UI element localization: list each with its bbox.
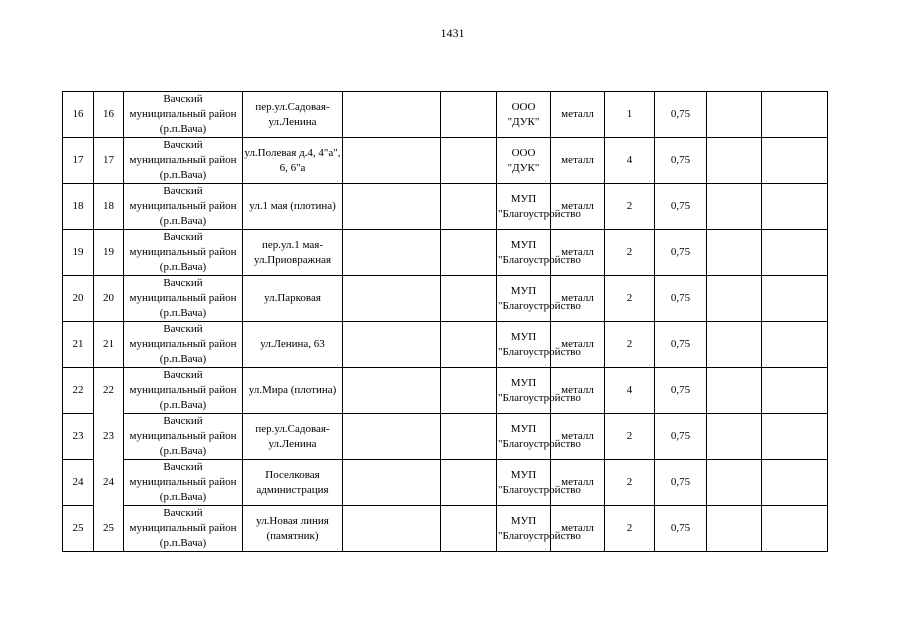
address-cell: пер.ул.Садовая-ул.Ленина xyxy=(243,92,343,138)
row-number-cell: 17 xyxy=(63,138,94,184)
district-cell: Вачский муниципальный район (р.п.Вача) xyxy=(124,276,243,322)
row-number-cell: 18 xyxy=(63,184,94,230)
row-number-cell: 25 xyxy=(63,506,94,552)
owner-cell: МУП "Благоустройство xyxy=(497,322,551,368)
empty-cell xyxy=(707,506,762,552)
empty-cell xyxy=(707,184,762,230)
row-number-secondary-cell: 18 xyxy=(94,184,124,230)
empty-cell xyxy=(707,460,762,506)
table-row xyxy=(63,506,828,552)
empty-cell xyxy=(343,276,441,322)
address-cell: пер.ул.Садовая-ул.Ленина xyxy=(243,414,343,460)
volume-cell: 0,75 xyxy=(655,368,707,414)
volume-cell: 0,75 xyxy=(655,506,707,552)
volume-cell: 0,75 xyxy=(655,460,707,506)
material-cell: металл xyxy=(551,138,605,184)
owner-cell: ООО "ДУК" xyxy=(497,92,551,138)
row-number-cell: 23 xyxy=(63,414,94,460)
count-cell: 2 xyxy=(605,506,655,552)
volume-cell: 0,75 xyxy=(655,92,707,138)
row-number-secondary-cell: 21 xyxy=(94,322,124,368)
district-cell: Вачский муниципальный район (р.п.Вача) xyxy=(124,92,243,138)
empty-cell xyxy=(441,414,497,460)
material-cell: металл xyxy=(551,92,605,138)
empty-cell xyxy=(343,138,441,184)
volume-cell: 0,75 xyxy=(655,276,707,322)
owner-cell: МУП "Благоустройство xyxy=(497,414,551,460)
material-cell: металл xyxy=(551,506,605,552)
row-number-secondary-cell: 22 xyxy=(94,368,124,414)
table-row xyxy=(63,138,828,184)
owner-cell: МУП "Благоустройство xyxy=(497,368,551,414)
count-cell: 2 xyxy=(605,276,655,322)
address-cell: ул.Парковая xyxy=(243,276,343,322)
empty-cell xyxy=(762,92,828,138)
empty-cell xyxy=(707,322,762,368)
address-cell: ул.1 мая (плотина) xyxy=(243,184,343,230)
row-number-secondary-cell: 23 xyxy=(94,414,124,460)
empty-cell xyxy=(707,414,762,460)
page-number: 1431 xyxy=(440,26,465,40)
owner-cell: МУП "Благоустройство xyxy=(497,230,551,276)
row-number-cell: 21 xyxy=(63,322,94,368)
row-number-cell: 22 xyxy=(63,368,94,414)
empty-cell xyxy=(707,138,762,184)
count-cell: 4 xyxy=(605,368,655,414)
table-row xyxy=(63,276,828,322)
table-row xyxy=(63,414,828,460)
owner-cell: ООО "ДУК" xyxy=(497,138,551,184)
empty-cell xyxy=(441,460,497,506)
empty-cell xyxy=(343,414,441,460)
empty-cell xyxy=(762,276,828,322)
empty-cell xyxy=(762,322,828,368)
empty-cell xyxy=(441,322,497,368)
empty-cell xyxy=(707,230,762,276)
empty-cell xyxy=(762,368,828,414)
empty-cell xyxy=(762,184,828,230)
material-cell: металл xyxy=(551,276,605,322)
material-cell: металл xyxy=(551,230,605,276)
material-cell: металл xyxy=(551,460,605,506)
district-cell: Вачский муниципальный район (р.п.Вача) xyxy=(124,184,243,230)
empty-cell xyxy=(343,184,441,230)
count-cell: 1 xyxy=(605,92,655,138)
empty-cell xyxy=(762,506,828,552)
table-row xyxy=(63,92,828,138)
table-row xyxy=(63,322,828,368)
district-cell: Вачский муниципальный район (р.п.Вача) xyxy=(124,506,243,552)
material-cell: металл xyxy=(551,368,605,414)
district-cell: Вачский муниципальный район (р.п.Вача) xyxy=(124,322,243,368)
table-row xyxy=(63,230,828,276)
row-number-secondary-cell: 25 xyxy=(94,506,124,552)
empty-cell xyxy=(343,506,441,552)
owner-cell: МУП "Благоустройство xyxy=(497,460,551,506)
empty-cell xyxy=(707,92,762,138)
address-cell: ул.Полевая д.4, 4"а", 6, 6"а xyxy=(243,138,343,184)
owner-cell: МУП "Благоустройство xyxy=(497,276,551,322)
address-cell: ул.Новая линия (памятник) xyxy=(243,506,343,552)
table-row xyxy=(63,460,828,506)
empty-cell xyxy=(343,368,441,414)
empty-cell xyxy=(441,184,497,230)
empty-cell xyxy=(707,276,762,322)
address-cell: Поселковая администрация xyxy=(243,460,343,506)
address-cell: ул.Ленина, 63 xyxy=(243,322,343,368)
volume-cell: 0,75 xyxy=(655,230,707,276)
empty-cell xyxy=(441,276,497,322)
volume-cell: 0,75 xyxy=(655,184,707,230)
address-cell: пер.ул.1 мая-ул.Приовражная xyxy=(243,230,343,276)
empty-cell xyxy=(762,414,828,460)
empty-cell xyxy=(343,322,441,368)
table-body xyxy=(63,92,828,552)
row-number-secondary-cell: 17 xyxy=(94,138,124,184)
district-cell: Вачский муниципальный район (р.п.Вача) xyxy=(124,368,243,414)
empty-cell xyxy=(441,138,497,184)
count-cell: 2 xyxy=(605,230,655,276)
container-sites-table xyxy=(62,91,828,552)
volume-cell: 0,75 xyxy=(655,414,707,460)
district-cell: Вачский муниципальный район (р.п.Вача) xyxy=(124,414,243,460)
owner-cell: МУП "Благоустройство xyxy=(497,506,551,552)
count-cell: 2 xyxy=(605,460,655,506)
row-number-cell: 16 xyxy=(63,92,94,138)
empty-cell xyxy=(343,92,441,138)
row-number-secondary-cell: 16 xyxy=(94,92,124,138)
district-cell: Вачский муниципальный район (р.п.Вача) xyxy=(124,230,243,276)
empty-cell xyxy=(441,230,497,276)
table-row xyxy=(63,184,828,230)
row-number-secondary-cell: 20 xyxy=(94,276,124,322)
row-number-cell: 24 xyxy=(63,460,94,506)
material-cell: металл xyxy=(551,322,605,368)
address-cell: ул.Мира (плотина) xyxy=(243,368,343,414)
row-number-secondary-cell: 24 xyxy=(94,460,124,506)
count-cell: 4 xyxy=(605,138,655,184)
count-cell: 2 xyxy=(605,184,655,230)
material-cell: металл xyxy=(551,184,605,230)
empty-cell xyxy=(441,506,497,552)
district-cell: Вачский муниципальный район (р.п.Вача) xyxy=(124,138,243,184)
district-cell: Вачский муниципальный район (р.п.Вача) xyxy=(124,460,243,506)
count-cell: 2 xyxy=(605,414,655,460)
row-number-cell: 20 xyxy=(63,276,94,322)
empty-cell xyxy=(441,368,497,414)
count-cell: 2 xyxy=(605,322,655,368)
owner-cell: МУП "Благоустройство xyxy=(497,184,551,230)
volume-cell: 0,75 xyxy=(655,322,707,368)
empty-cell xyxy=(762,230,828,276)
empty-cell xyxy=(343,230,441,276)
empty-cell xyxy=(343,460,441,506)
table-row xyxy=(63,368,828,414)
material-cell: металл xyxy=(551,414,605,460)
empty-cell xyxy=(762,138,828,184)
empty-cell xyxy=(441,92,497,138)
empty-cell xyxy=(762,460,828,506)
empty-cell xyxy=(707,368,762,414)
row-number-cell: 19 xyxy=(63,230,94,276)
row-number-secondary-cell: 19 xyxy=(94,230,124,276)
volume-cell: 0,75 xyxy=(655,138,707,184)
